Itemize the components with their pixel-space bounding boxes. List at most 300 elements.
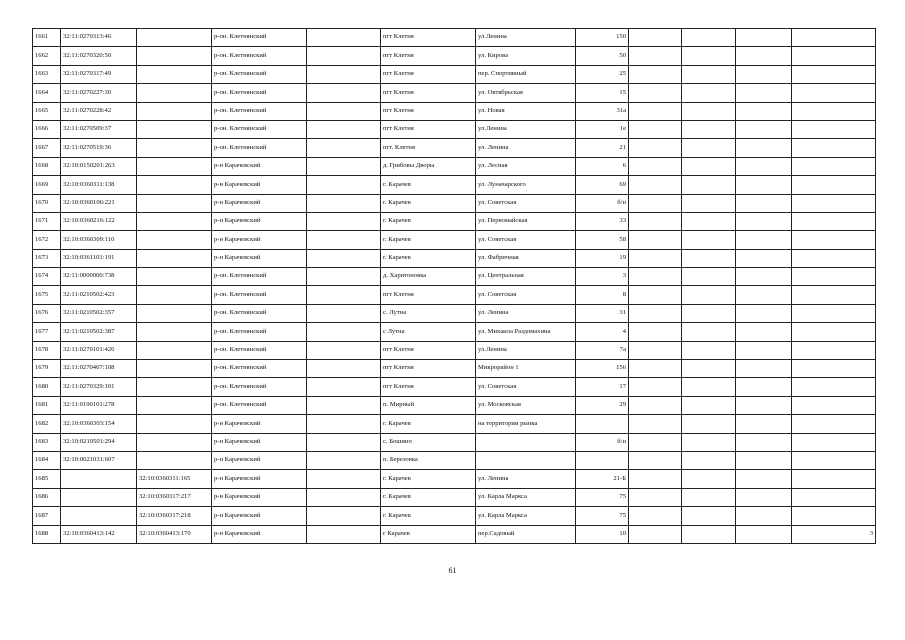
house-number-cell: б/н (576, 433, 629, 451)
empty-cell (629, 415, 682, 433)
house-number-cell: 156 (576, 360, 629, 378)
empty-cell (682, 194, 736, 212)
empty-cell (682, 304, 736, 322)
house-number-cell: 58 (576, 231, 629, 249)
settlement-cell: пгт Клетня (381, 102, 476, 120)
extra-value-cell (792, 341, 876, 359)
settlement-cell: пгт Клетня (381, 120, 476, 138)
empty-cell (736, 470, 792, 488)
empty-cell (629, 212, 682, 230)
house-number-cell: 15 (576, 84, 629, 102)
empty-cell (629, 120, 682, 138)
empty-cell (629, 323, 682, 341)
extra-value-cell (792, 488, 876, 506)
empty-cell (307, 323, 381, 341)
empty-cell (307, 65, 381, 83)
empty-cell (736, 451, 792, 469)
street-cell: ул. Советская (476, 231, 576, 249)
building-cadastral-number-cell (137, 323, 212, 341)
empty-cell (629, 451, 682, 469)
empty-cell (307, 139, 381, 157)
building-cadastral-number-cell: 32:10:0360317:217 (137, 488, 212, 506)
building-cadastral-number-cell (137, 84, 212, 102)
table-row (33, 286, 876, 304)
extra-value-cell (792, 176, 876, 194)
empty-cell (629, 304, 682, 322)
row-number: 1679 (33, 360, 61, 378)
empty-cell (682, 231, 736, 249)
empty-cell (307, 84, 381, 102)
cadastral-number-cell: 32:11:0270329:101 (61, 378, 137, 396)
empty-cell (736, 341, 792, 359)
empty-cell (629, 525, 682, 543)
district-cell: р-н Карачевский (212, 433, 307, 451)
empty-cell (629, 65, 682, 83)
street-cell (476, 451, 576, 469)
street-cell: ул. Фабричная (476, 249, 576, 267)
empty-cell (736, 120, 792, 138)
settlement-cell: г. Карачев (381, 249, 476, 267)
house-number-cell: 75 (576, 507, 629, 525)
empty-cell (307, 231, 381, 249)
building-cadastral-number-cell (137, 396, 212, 414)
house-number-cell: 21-Б (576, 470, 629, 488)
empty-cell (736, 231, 792, 249)
row-number: 1671 (33, 212, 61, 230)
building-cadastral-number-cell: 32:10:0360311:165 (137, 470, 212, 488)
table-row (33, 157, 876, 175)
district-cell: р-н Карачевский (212, 470, 307, 488)
table-row (33, 396, 876, 414)
cadastral-number-cell: 32:10:0021031:607 (61, 451, 137, 469)
empty-cell (629, 231, 682, 249)
empty-cell (682, 268, 736, 286)
settlement-cell: д. Харитоновка (381, 268, 476, 286)
street-cell: ул. Советская (476, 194, 576, 212)
building-cadastral-number-cell (137, 29, 212, 47)
extra-value-cell (792, 120, 876, 138)
empty-cell (736, 525, 792, 543)
empty-cell (307, 470, 381, 488)
empty-cell (736, 304, 792, 322)
empty-cell (736, 396, 792, 414)
building-cadastral-number-cell (137, 47, 212, 65)
cadastral-number-cell: 32:11:0190101:278 (61, 396, 137, 414)
empty-cell (736, 102, 792, 120)
district-cell: р-н Карачевский (212, 176, 307, 194)
building-cadastral-number-cell (137, 157, 212, 175)
row-number: 1682 (33, 415, 61, 433)
street-cell: ул. Ленина (476, 470, 576, 488)
empty-cell (736, 433, 792, 451)
table-row (33, 433, 876, 451)
empty-cell (307, 451, 381, 469)
table-body (33, 29, 876, 544)
empty-cell (736, 415, 792, 433)
empty-cell (682, 396, 736, 414)
settlement-cell: п. Мирный (381, 396, 476, 414)
table-row (33, 231, 876, 249)
street-cell: ул. Карла Маркса (476, 507, 576, 525)
street-cell: ул. Первомайская (476, 212, 576, 230)
extra-value-cell (792, 451, 876, 469)
settlement-cell: г. Карачев (381, 415, 476, 433)
cadastral-number-cell: 32:10:0360216:122 (61, 212, 137, 230)
building-cadastral-number-cell (137, 286, 212, 304)
empty-cell (682, 470, 736, 488)
table-row (33, 65, 876, 83)
page-number: 61 (448, 566, 457, 575)
house-number-cell: 7а (576, 341, 629, 359)
empty-cell (629, 286, 682, 304)
empty-cell (307, 304, 381, 322)
extra-value-cell (792, 29, 876, 47)
cadastral-number-cell: 32:11:0210502:423 (61, 286, 137, 304)
building-cadastral-number-cell (137, 451, 212, 469)
empty-cell (682, 29, 736, 47)
cadastral-number-cell (61, 488, 137, 506)
settlement-cell: г. Карачев (381, 488, 476, 506)
empty-cell (682, 360, 736, 378)
row-number: 1668 (33, 157, 61, 175)
district-cell: р-он. Клетнянский (212, 378, 307, 396)
cadastral-number-cell: 32:11:0270101:426 (61, 341, 137, 359)
cadastral-number-cell: 32:11:0270320:50 (61, 47, 137, 65)
cadastral-number-cell: 32:11:0270227:30 (61, 84, 137, 102)
street-cell: пер. Спортивный (476, 65, 576, 83)
building-cadastral-number-cell (137, 194, 212, 212)
settlement-cell: г. Карачев (381, 507, 476, 525)
settlement-cell: пгт Клетня (381, 378, 476, 396)
house-number-cell (576, 451, 629, 469)
empty-cell (682, 212, 736, 230)
empty-cell (736, 286, 792, 304)
building-cadastral-number-cell (137, 341, 212, 359)
settlement-cell: п. Березовка (381, 451, 476, 469)
row-number: 1683 (33, 433, 61, 451)
empty-cell (736, 360, 792, 378)
empty-cell (307, 176, 381, 194)
street-cell: ул. Советская (476, 378, 576, 396)
row-number: 1665 (33, 102, 61, 120)
empty-cell (736, 29, 792, 47)
extra-value-cell (792, 360, 876, 378)
cadastral-number-cell: 32:11:0270407:108 (61, 360, 137, 378)
empty-cell (629, 341, 682, 359)
district-cell: р-н Карачевский (212, 249, 307, 267)
building-cadastral-number-cell (137, 415, 212, 433)
house-number-cell: 6 (576, 157, 629, 175)
empty-cell (736, 84, 792, 102)
table-row (33, 102, 876, 120)
extra-value-cell (792, 157, 876, 175)
street-cell: ул. Ленина (476, 139, 576, 157)
table-row (33, 212, 876, 230)
building-cadastral-number-cell (137, 433, 212, 451)
house-number-cell: 25 (576, 65, 629, 83)
street-cell: ул. Лесная (476, 157, 576, 175)
table-row (33, 176, 876, 194)
empty-cell (629, 29, 682, 47)
empty-cell (736, 378, 792, 396)
empty-cell (307, 396, 381, 414)
row-number: 1686 (33, 488, 61, 506)
extra-value-cell (792, 396, 876, 414)
settlement-cell: г. Карачев (381, 212, 476, 230)
house-number-cell: 75 (576, 488, 629, 506)
street-cell: пер.Садовый (476, 525, 576, 543)
district-cell: р-он. Клетнянский (212, 102, 307, 120)
row-number: 1676 (33, 304, 61, 322)
empty-cell (682, 139, 736, 157)
table-row (33, 470, 876, 488)
empty-cell (682, 507, 736, 525)
house-number-cell: 31а (576, 102, 629, 120)
house-number-cell: б/н (576, 194, 629, 212)
building-cadastral-number-cell (137, 268, 212, 286)
table-row (33, 525, 876, 543)
building-cadastral-number-cell (137, 231, 212, 249)
house-number-cell: 10 (576, 525, 629, 543)
settlement-cell: пгт Клетня (381, 84, 476, 102)
building-cadastral-number-cell (137, 139, 212, 157)
district-cell: р-н Карачевский (212, 488, 307, 506)
empty-cell (682, 286, 736, 304)
empty-cell (307, 212, 381, 230)
empty-cell (736, 488, 792, 506)
extra-value-cell (792, 212, 876, 230)
empty-cell (307, 102, 381, 120)
empty-cell (736, 65, 792, 83)
street-cell (476, 433, 576, 451)
row-number: 1672 (33, 231, 61, 249)
row-number: 1667 (33, 139, 61, 157)
settlement-cell: г. Карачев (381, 231, 476, 249)
house-number-cell: 31 (576, 304, 629, 322)
cadastral-number-cell: 32:11:0270509:37 (61, 120, 137, 138)
settlement-cell: г. Карачев (381, 176, 476, 194)
district-cell: р-н Карачевский (212, 451, 307, 469)
table-row (33, 304, 876, 322)
empty-cell (736, 323, 792, 341)
extra-value-cell (792, 194, 876, 212)
building-cadastral-number-cell (137, 212, 212, 230)
district-cell: р-он. Клетнянский (212, 47, 307, 65)
empty-cell (736, 157, 792, 175)
empty-cell (682, 488, 736, 506)
extra-value-cell (792, 286, 876, 304)
row-number: 1684 (33, 451, 61, 469)
cadastral-number-cell: 32:11:0270317:49 (61, 65, 137, 83)
table-row (33, 84, 876, 102)
empty-cell (682, 451, 736, 469)
house-number-cell: 17 (576, 378, 629, 396)
cadastral-number-cell: 32:10:0210501:294 (61, 433, 137, 451)
cadastral-number-cell: 32:11:0270228:42 (61, 102, 137, 120)
settlement-cell: г. Карачев (381, 194, 476, 212)
settlement-cell: пгт Клетня (381, 360, 476, 378)
street-cell: ул. Кирова (476, 47, 576, 65)
empty-cell (307, 433, 381, 451)
extra-value-cell (792, 304, 876, 322)
extra-value-cell (792, 433, 876, 451)
cadastral-number-cell: 32:10:0360309:110 (61, 231, 137, 249)
empty-cell (682, 415, 736, 433)
empty-cell (736, 212, 792, 230)
empty-cell (682, 47, 736, 65)
district-cell: р-он. Клетнянский (212, 286, 307, 304)
extra-value-cell (792, 415, 876, 433)
extra-value-cell (792, 507, 876, 525)
settlement-cell: г. Карачев (381, 470, 476, 488)
street-cell: ул. Новая (476, 102, 576, 120)
table-row (33, 120, 876, 138)
empty-cell (629, 194, 682, 212)
district-cell: р-н Карачевский (212, 507, 307, 525)
building-cadastral-number-cell (137, 120, 212, 138)
empty-cell (682, 249, 736, 267)
table-row (33, 415, 876, 433)
street-cell: Микрорайон 1 (476, 360, 576, 378)
empty-cell (736, 249, 792, 267)
extra-value-cell (792, 84, 876, 102)
empty-cell (629, 268, 682, 286)
street-cell: ул. Центральная (476, 268, 576, 286)
empty-cell (307, 157, 381, 175)
street-cell: ул. Ленина (476, 304, 576, 322)
row-number: 1677 (33, 323, 61, 341)
settlement-cell: пгт Клетня (381, 65, 476, 83)
empty-cell (307, 360, 381, 378)
extra-value-cell (792, 47, 876, 65)
street-cell: ул. Луначарского (476, 176, 576, 194)
empty-cell (629, 176, 682, 194)
district-cell: р-он. Клетнянский (212, 341, 307, 359)
empty-cell (682, 433, 736, 451)
empty-cell (307, 120, 381, 138)
settlement-cell: пгт Клетня (381, 47, 476, 65)
house-number-cell: 69 (576, 176, 629, 194)
empty-cell (736, 139, 792, 157)
row-number: 1687 (33, 507, 61, 525)
empty-cell (629, 433, 682, 451)
empty-cell (307, 286, 381, 304)
building-cadastral-number-cell (137, 360, 212, 378)
empty-cell (307, 525, 381, 543)
row-number: 1666 (33, 120, 61, 138)
cadastral-number-cell: 32:10:0361101:191 (61, 249, 137, 267)
empty-cell (307, 47, 381, 65)
house-number-cell: 1е (576, 120, 629, 138)
row-number: 1664 (33, 84, 61, 102)
district-cell: р-н Карачевский (212, 194, 307, 212)
table-row (33, 360, 876, 378)
building-cadastral-number-cell (137, 65, 212, 83)
empty-cell (629, 378, 682, 396)
building-cadastral-number-cell (137, 304, 212, 322)
district-cell: р-н Карачевский (212, 157, 307, 175)
table-row (33, 451, 876, 469)
empty-cell (736, 507, 792, 525)
extra-value-cell (792, 378, 876, 396)
row-number: 1685 (33, 470, 61, 488)
house-number-cell: 29 (576, 396, 629, 414)
cadastral-number-cell (61, 470, 137, 488)
cadastral-number-cell: 32:10:0360106:221 (61, 194, 137, 212)
empty-cell (682, 525, 736, 543)
cadastral-number-cell: 32:11:0270519:36 (61, 139, 137, 157)
empty-cell (307, 341, 381, 359)
district-cell: р-н Карачевский (212, 231, 307, 249)
table-row (33, 29, 876, 47)
settlement-cell: пгт. Клетня (381, 139, 476, 157)
empty-cell (307, 268, 381, 286)
cadastral-number-cell: 32:11:0000000:738 (61, 268, 137, 286)
house-number-cell: 8 (576, 286, 629, 304)
empty-cell (682, 65, 736, 83)
empty-cell (307, 249, 381, 267)
empty-cell (682, 323, 736, 341)
empty-cell (682, 120, 736, 138)
empty-cell (307, 378, 381, 396)
extra-value-cell (792, 231, 876, 249)
district-cell: р-он. Клетнянский (212, 304, 307, 322)
row-number: 1673 (33, 249, 61, 267)
building-cadastral-number-cell (137, 249, 212, 267)
empty-cell (736, 176, 792, 194)
district-cell: р-он. Клетнянский (212, 120, 307, 138)
registry-table (32, 28, 876, 544)
street-cell: ул. Михаила Раздомахина (476, 323, 576, 341)
cadastral-number-cell: 32:11:0270313:46 (61, 29, 137, 47)
empty-cell (682, 176, 736, 194)
empty-cell (307, 415, 381, 433)
street-cell: ул.Ленина (476, 120, 576, 138)
house-number-cell: 3 (576, 268, 629, 286)
house-number-cell: 4 (576, 323, 629, 341)
table-row (33, 249, 876, 267)
street-cell: ул. Советская (476, 286, 576, 304)
table-row (33, 47, 876, 65)
cadastral-number-cell (61, 507, 137, 525)
empty-cell (629, 360, 682, 378)
settlement-cell: с. Бошино (381, 433, 476, 451)
settlement-cell: с. Лутна (381, 304, 476, 322)
row-number: 1681 (33, 396, 61, 414)
building-cadastral-number-cell (137, 378, 212, 396)
district-cell: р-он. Клетнянский (212, 29, 307, 47)
empty-cell (736, 268, 792, 286)
empty-cell (629, 139, 682, 157)
empty-cell (736, 194, 792, 212)
district-cell: р-он. Клетнянский (212, 139, 307, 157)
district-cell: р-он. Клетнянский (212, 84, 307, 102)
row-number: 1661 (33, 29, 61, 47)
empty-cell (307, 488, 381, 506)
extra-value-cell: 3 (792, 525, 876, 543)
table-row (33, 323, 876, 341)
extra-value-cell (792, 268, 876, 286)
house-number-cell: 19 (576, 249, 629, 267)
row-number: 1674 (33, 268, 61, 286)
row-number: 1663 (33, 65, 61, 83)
empty-cell (629, 47, 682, 65)
building-cadastral-number-cell (137, 102, 212, 120)
empty-cell (736, 47, 792, 65)
empty-cell (682, 84, 736, 102)
extra-value-cell (792, 249, 876, 267)
row-number: 1678 (33, 341, 61, 359)
